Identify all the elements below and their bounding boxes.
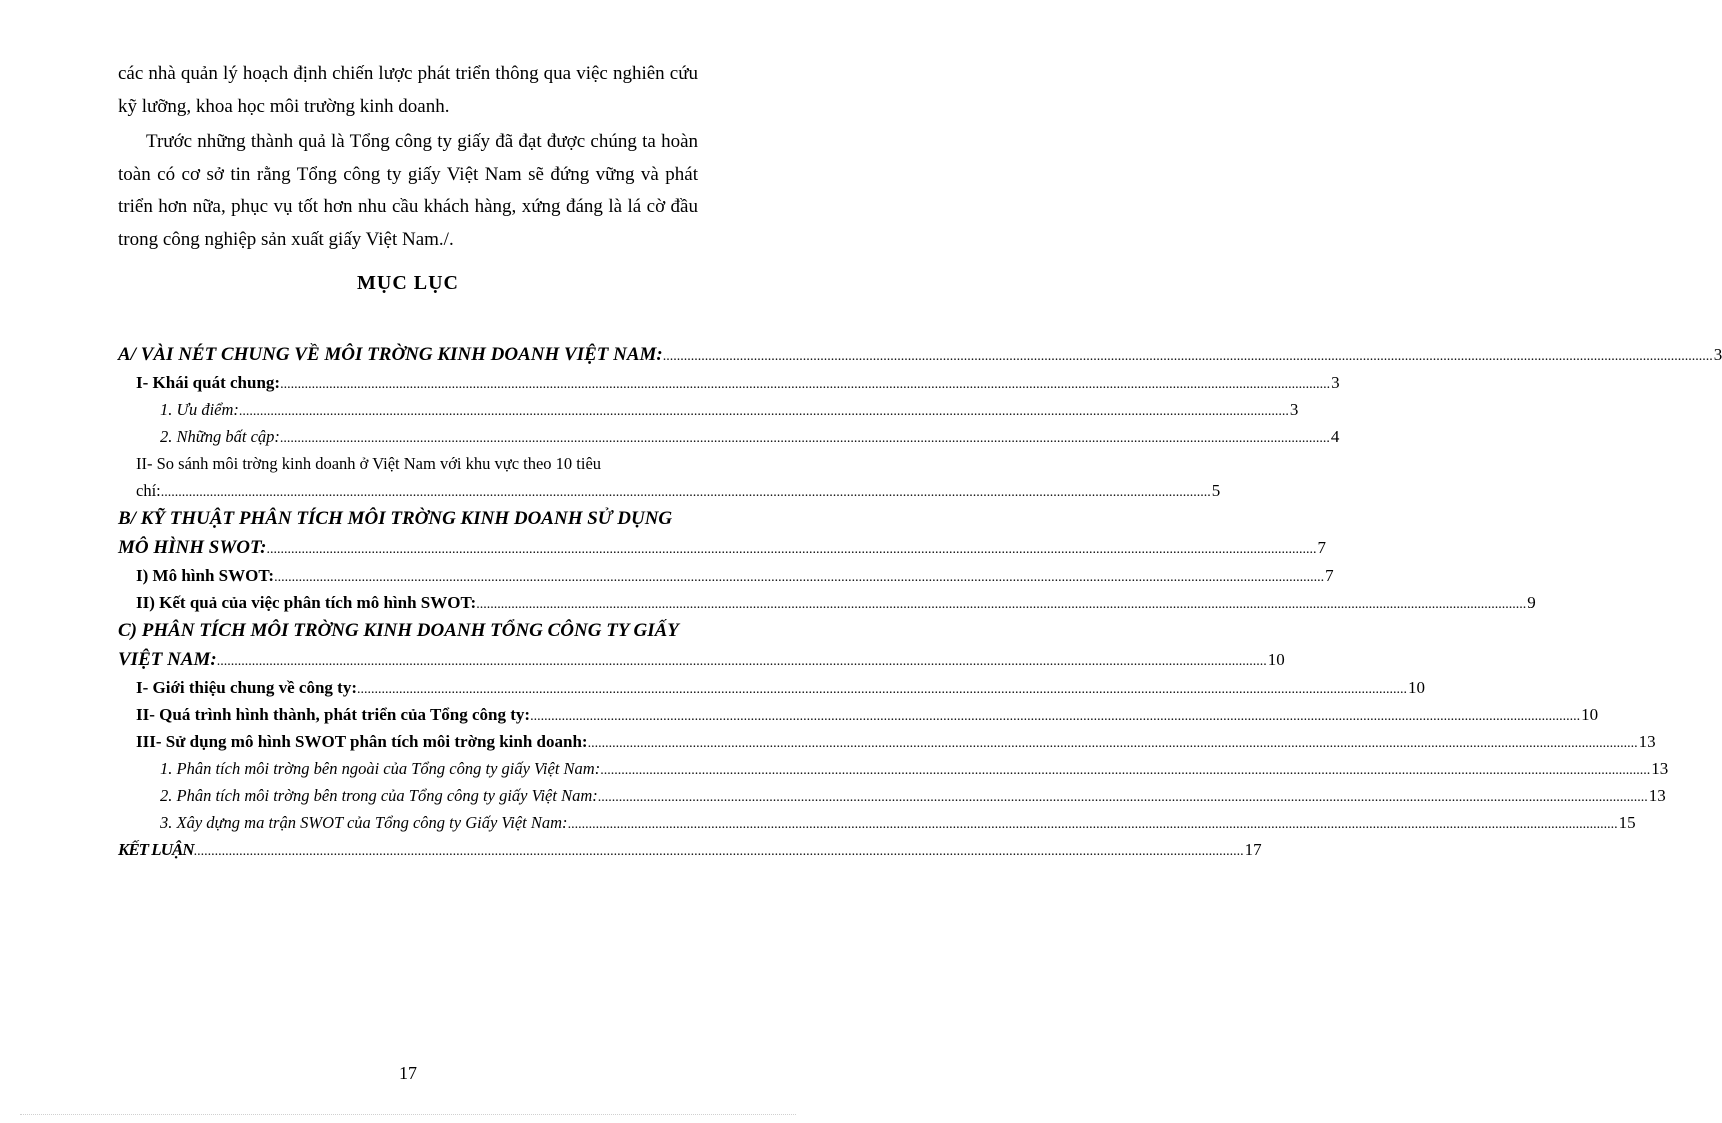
toc-entry-title: 2. Phân tích môi trờng bên trong của Tổng công ty giấy Việt Nam:: [160, 786, 598, 805]
toc-entry-title: 3. Xây dựng ma trận SWOT của Tổng công ty Giấy Việt Nam:: [160, 813, 568, 832]
toc-leader: ............................................................................................................................................................................................................................................................................................................: [662, 349, 1713, 364]
body-paragraph-1: các nhà quản lý hoạch định chiến lược phát triển thông qua việc nghiên cứu kỹ lưỡng, khoa học môi trường kinh doanh.: [118, 63, 698, 117]
toc-entry-page: 7: [1325, 566, 1334, 585]
body-paragraph-2: Trước những thành quả là Tổng công ty giấy đã đạt được chúng ta hoàn toàn có cơ sở tin rằng Tổng công ty giấy Việt Nam sẽ đứng vững và phát triển hơn nữa, phục vụ tốt hơn nhu cầu khách hàng, xứng đáng là lá cờ đầu trong công nghiệp sản xuất giấy Việt Nam./.: [118, 131, 698, 250]
toc-leader: ............................................................................................................................................................................................................................................................................................................: [266, 542, 1317, 557]
toc-entry-page: 13: [1651, 759, 1669, 778]
toc-leader: ............................................................................................................................................................................................................................................................................................................: [600, 763, 1651, 778]
toc-entry-page: 9: [1527, 593, 1536, 612]
toc-entry-page: 3: [1713, 345, 1722, 364]
toc-leader: ............................................................................................................................................................................................................................................................................................................: [587, 736, 1638, 751]
toc-entry-page: 15: [1618, 813, 1636, 832]
toc-entry-title: 2. Những bất cập:: [160, 427, 280, 446]
toc-leader: ............................................................................................................................................................................................................................................................................................................: [567, 817, 1618, 832]
toc-leader: ............................................................................................................................................................................................................................................................................................................: [597, 790, 1648, 805]
toc-entry-page: 4: [1330, 427, 1340, 446]
toc-leader: ............................................................................................................................................................................................................................................................................................................: [356, 682, 1407, 697]
page-bottom-rule: [20, 1114, 796, 1115]
toc-entry-title-line1: B/ KỸ THUẬT PHÂN TÍCH MÔI TRỜNG KINH DOANH SỬ DỤNG: [118, 508, 673, 529]
toc-leader: ............................................................................................................................................................................................................................................................................................................: [216, 654, 1267, 669]
toc-leader: ............................................................................................................................................................................................................................................................................................................: [279, 431, 1330, 446]
table-of-contents: [118, 340, 1722, 863]
toc-entry-title: 1. Ưu điểm:: [160, 400, 239, 419]
toc-heading: MỤC LỤC: [357, 272, 459, 294]
toc-entry-page: 10: [1407, 678, 1425, 697]
toc-entry-a-1-2[interactable]: [118, 423, 1340, 450]
toc-entry-c-1[interactable]: [118, 674, 1425, 701]
toc-leader: ............................................................................................................................................................................................................................................................................................................: [274, 570, 1325, 585]
toc-entry-page: 7: [1317, 538, 1326, 557]
toc-leader: ............................................................................................................................................................................................................................................................................................................: [238, 404, 1289, 419]
toc-entry-page: 13: [1638, 732, 1656, 751]
toc-leader: ............................................................................................................................................................................................................................................................................................................: [280, 377, 1331, 392]
toc-entry-c-2[interactable]: [118, 701, 1599, 728]
toc-entry-page: 13: [1648, 786, 1666, 805]
toc-entry-title: III- Sử dụng mô hình SWOT phân tích môi trờng kinh doanh:: [136, 732, 588, 751]
toc-entry-section-b[interactable]: [118, 504, 1326, 562]
toc-entry-title: KẾT LUẬN: [118, 840, 194, 859]
toc-entry-b-2[interactable]: [118, 589, 1536, 616]
toc-entry-page: 10: [1581, 705, 1599, 724]
toc-entry-title: II- Quá trình hình thành, phát triển của Tổng công ty:: [136, 705, 531, 724]
toc-entry-c-3-3[interactable]: [118, 809, 1636, 836]
toc-entry-a-1-1[interactable]: [118, 396, 1299, 423]
toc-entry-conclusion[interactable]: [118, 836, 1262, 863]
toc-entry-title: I- Khái quát chung:: [136, 373, 281, 392]
toc-entry-a-1[interactable]: [118, 369, 1340, 396]
toc-entry-title: 1. Phân tích môi trờng bên ngoài của Tổng công ty giấy Việt Nam:: [160, 759, 601, 778]
toc-entry-section-a[interactable]: [118, 340, 1722, 369]
toc-entry-c-3-2[interactable]: [118, 782, 1666, 809]
toc-leader: ............................................................................................................................................................................................................................................................................................................: [530, 709, 1581, 724]
toc-entry-title: II) Kết quả của việc phân tích mô hình SWOT:: [136, 593, 477, 612]
toc-entry-title-line1: C) PHÂN TÍCH MÔI TRỜNG KINH DOANH TỔNG CÔNG TY GIẤY: [118, 620, 679, 641]
page-number: 17: [399, 1063, 417, 1083]
toc-entry-page: 5: [1211, 481, 1221, 500]
toc-leader: ............................................................................................................................................................................................................................................................................................................: [476, 597, 1527, 612]
toc-entry-page: 10: [1267, 650, 1285, 669]
toc-entry-c-3-1[interactable]: [118, 755, 1669, 782]
toc-entry-title: I) Mô hình SWOT:: [136, 566, 275, 585]
toc-entry-title: I- Giới thiệu chung về công ty:: [136, 678, 357, 697]
toc-entry-b-1[interactable]: [118, 562, 1334, 589]
toc-leader: ............................................................................................................................................................................................................................................................................................................: [160, 485, 1211, 500]
toc-entry-a-2[interactable]: [118, 450, 1221, 504]
toc-entry-title-line1: II- So sánh môi trờng kinh doanh ở Việt Nam với khu vực theo 10 tiêu: [136, 454, 602, 473]
toc-leader: ............................................................................................................................................................................................................................................................................................................: [193, 844, 1244, 859]
toc-entry-section-c[interactable]: [118, 616, 1285, 674]
toc-entry-page: 3: [1331, 373, 1340, 392]
toc-entry-title-line2: VIỆT NAM:: [118, 649, 217, 670]
toc-entry-page: 3: [1289, 400, 1299, 419]
toc-entry-page: 17: [1244, 840, 1262, 859]
toc-entry-c-3[interactable]: [118, 728, 1656, 755]
toc-entry-title: A/ VÀI NÉT CHUNG VỀ MÔI TRỜNG KINH DOANH VIỆT NAM:: [118, 344, 663, 365]
toc-entry-title-line2: MÔ HÌNH SWOT:: [118, 537, 267, 558]
toc-entry-title-line2: chí:: [136, 481, 161, 500]
